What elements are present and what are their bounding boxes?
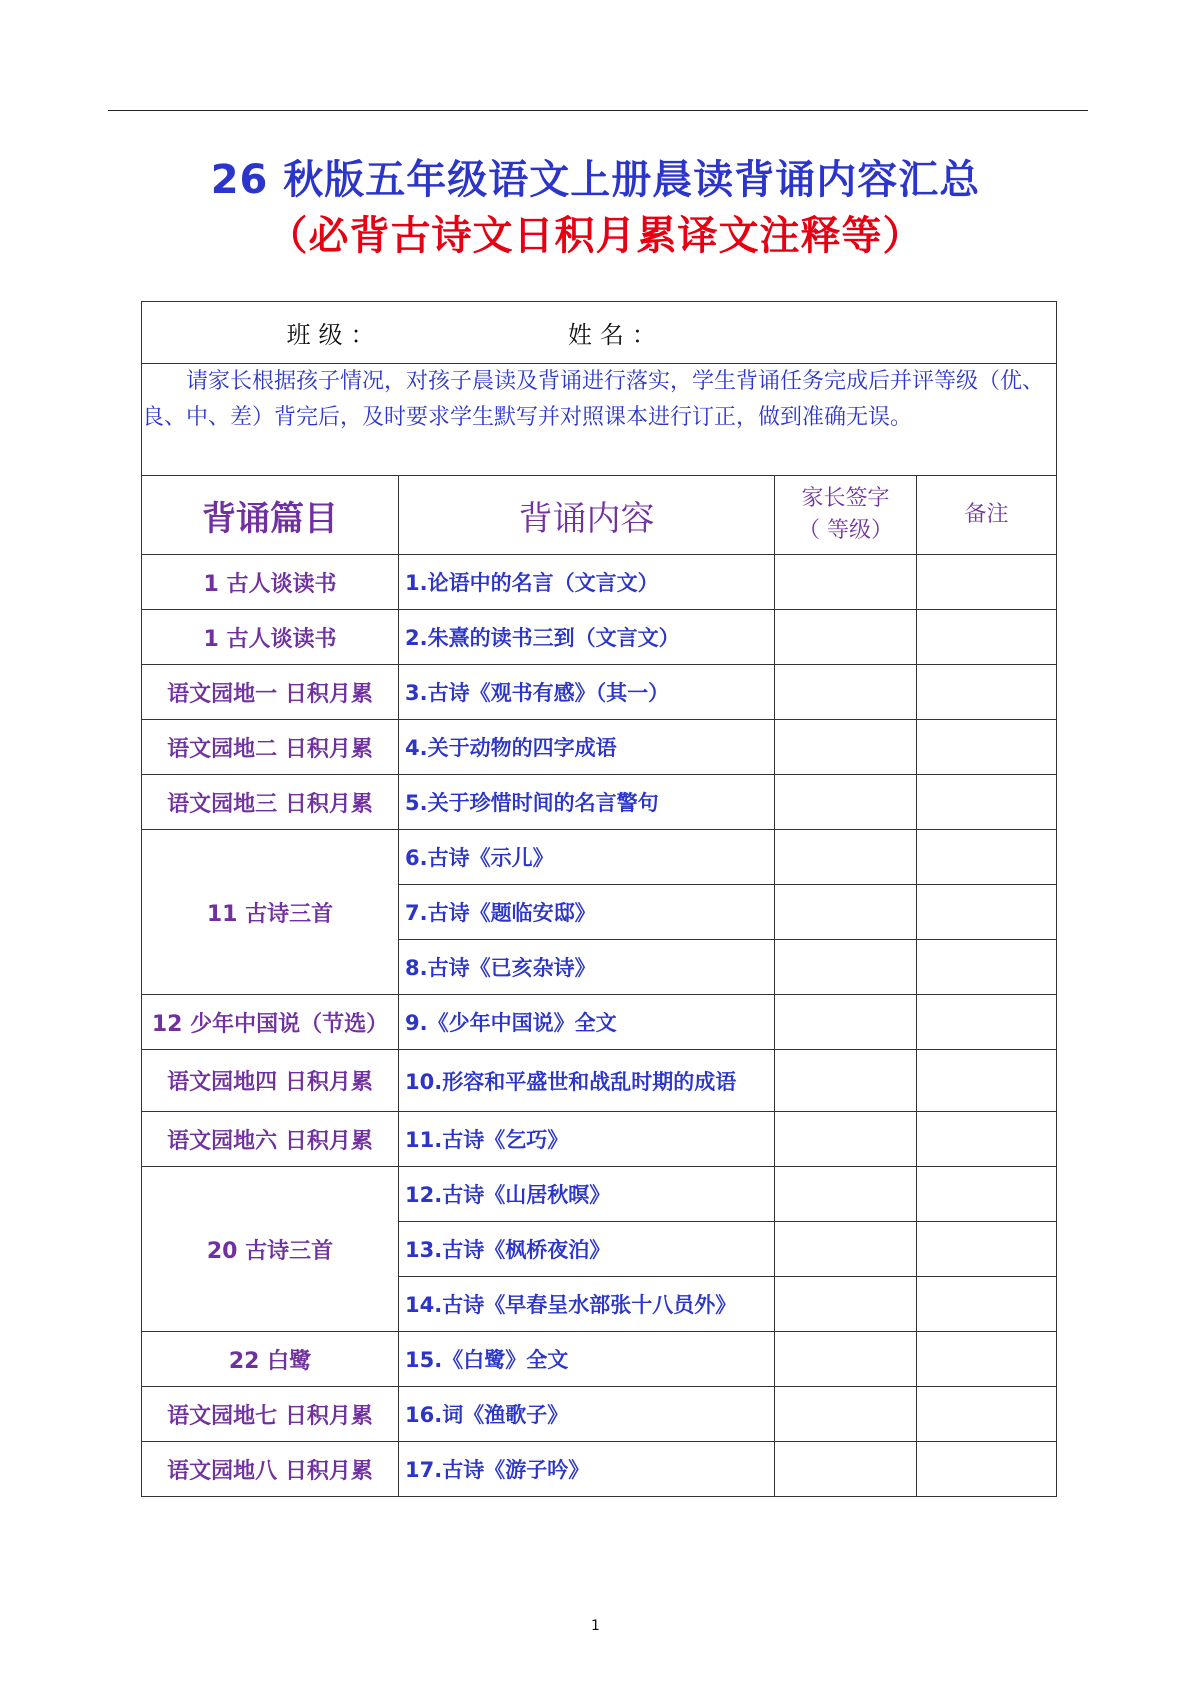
row-number: 13. xyxy=(405,1238,443,1262)
row-number: 2. xyxy=(405,626,428,650)
parent-sign-cell[interactable] xyxy=(775,1222,917,1277)
remark-cell[interactable] xyxy=(917,1332,1057,1387)
row-content xyxy=(399,555,775,610)
row-number: 11. xyxy=(405,1128,443,1152)
parent-sign-cell[interactable] xyxy=(775,995,917,1050)
header-remark: 备注 xyxy=(917,476,1057,555)
row-number: 1. xyxy=(405,571,428,595)
parent-sign-cell[interactable] xyxy=(775,940,917,995)
table-row xyxy=(142,830,1057,885)
parent-sign-cell[interactable] xyxy=(775,775,917,830)
row-content-text: 古诗《早春呈水部张十八员外》 xyxy=(442,1292,737,1317)
row-number: 14. xyxy=(405,1293,443,1317)
row-content xyxy=(399,830,775,885)
row-number: 3. xyxy=(405,681,428,705)
row-content xyxy=(399,1332,775,1387)
row-content xyxy=(399,995,775,1050)
row-content-text: 词《渔歌子》 xyxy=(442,1402,569,1427)
table-row xyxy=(142,1387,1057,1442)
parent-sign-cell[interactable] xyxy=(775,1112,917,1167)
parent-sign-cell[interactable] xyxy=(775,1387,917,1442)
parent-sign-cell[interactable] xyxy=(775,610,917,665)
row-content-text: 古诗《游子吟》 xyxy=(442,1457,590,1482)
parent-sign-cell[interactable] xyxy=(775,830,917,885)
row-title: 12 少年中国说（节选） xyxy=(142,995,399,1050)
row-content xyxy=(399,1112,775,1167)
table-row xyxy=(142,720,1057,775)
header-row xyxy=(142,476,1057,555)
parent-sign-cell[interactable] xyxy=(775,1050,917,1112)
remark-cell[interactable] xyxy=(917,610,1057,665)
row-content xyxy=(399,665,775,720)
row-content-text: 形容和平盛世和战乱时期的成语 xyxy=(442,1068,737,1094)
page-subtitle: （必背古诗文日积月累译文注释等） xyxy=(267,213,924,259)
row-number: 9. xyxy=(405,1011,428,1035)
parent-sign-cell[interactable] xyxy=(775,885,917,940)
row-content-text: 古诗《示儿》 xyxy=(427,845,554,870)
row-content xyxy=(399,775,775,830)
row-content-text: 古诗《枫桥夜泊》 xyxy=(442,1237,611,1262)
row-title: 语文园地六 日积月累 xyxy=(142,1112,399,1167)
remark-cell[interactable] xyxy=(917,995,1057,1050)
row-number: 12. xyxy=(405,1183,443,1207)
row-number: 8. xyxy=(405,956,428,980)
remark-cell[interactable] xyxy=(917,555,1057,610)
table-row xyxy=(142,1332,1057,1387)
row-title: 1 古人谈读书 xyxy=(142,610,399,665)
row-number: 5. xyxy=(405,791,428,815)
row-title: 22 白鹭 xyxy=(142,1332,399,1387)
table-row xyxy=(142,555,1057,610)
remark-cell[interactable] xyxy=(917,940,1057,995)
remark-cell[interactable] xyxy=(917,885,1057,940)
row-content-text: 关于动物的四字成语 xyxy=(427,735,617,760)
parent-sign-cell[interactable] xyxy=(775,1277,917,1332)
header-title: 背诵篇目 xyxy=(142,476,399,555)
remark-cell[interactable] xyxy=(917,775,1057,830)
row-content-text: 朱熹的读书三到（文言文） xyxy=(427,625,680,650)
row-content xyxy=(399,1050,775,1112)
page-number: 1 xyxy=(591,1618,600,1634)
parent-sign-cell[interactable] xyxy=(775,1332,917,1387)
parent-sign-cell[interactable] xyxy=(775,555,917,610)
row-content-text: 《白鹭》全文 xyxy=(442,1347,569,1372)
row-title: 语文园地一 日积月累 xyxy=(142,665,399,720)
row-number: 17. xyxy=(405,1458,443,1482)
class-label: 班级： xyxy=(286,321,383,349)
row-content-text: 论语中的名言（文言文） xyxy=(427,570,659,595)
notice-text: 请家长根据孩子情况，对孩子晨读及背诵进行落实，学生背诵任务完成后并评等级（优、良、中、差）背完后，及时要求学生默写并对照课本进行订正，做到准确无误。 xyxy=(142,369,1045,430)
row-title: 语文园地三 日积月累 xyxy=(142,775,399,830)
remark-cell[interactable] xyxy=(917,830,1057,885)
remark-cell[interactable] xyxy=(917,1387,1057,1442)
row-number: 6. xyxy=(405,846,428,870)
name-label: 姓名： xyxy=(567,321,664,349)
remark-cell[interactable] xyxy=(917,720,1057,775)
row-title: 语文园地二 日积月累 xyxy=(142,720,399,775)
table-row xyxy=(142,995,1057,1050)
row-content xyxy=(399,1167,775,1222)
row-content-text: 古诗《山居秋暝》 xyxy=(442,1182,611,1207)
table-row xyxy=(142,775,1057,830)
row-number: 7. xyxy=(405,901,428,925)
row-content-text: 古诗《观书有感》（其一） xyxy=(427,680,670,705)
row-content xyxy=(399,1387,775,1442)
row-content-text: 古诗《乞巧》 xyxy=(442,1127,569,1152)
remark-cell[interactable] xyxy=(917,1222,1057,1277)
table-row xyxy=(142,665,1057,720)
header-content: 背诵内容 xyxy=(399,476,775,555)
row-title: 语文园地七 日积月累 xyxy=(142,1387,399,1442)
remark-cell[interactable] xyxy=(917,1442,1057,1497)
remark-cell[interactable] xyxy=(917,1277,1057,1332)
parent-sign-cell[interactable] xyxy=(775,665,917,720)
parent-sign-cell[interactable] xyxy=(775,1442,917,1497)
row-content xyxy=(399,1222,775,1277)
remark-cell[interactable] xyxy=(917,1112,1057,1167)
parent-sign-cell[interactable] xyxy=(775,720,917,775)
row-number: 15. xyxy=(405,1348,443,1372)
row-content xyxy=(399,720,775,775)
row-content xyxy=(399,885,775,940)
table-row xyxy=(142,1442,1057,1497)
row-number: 4. xyxy=(405,736,428,760)
table-row xyxy=(142,1112,1057,1167)
row-content-text: 《少年中国说》全文 xyxy=(427,1010,617,1035)
table-row xyxy=(142,610,1057,665)
remark-cell[interactable] xyxy=(917,1050,1057,1112)
top-divider xyxy=(108,110,1088,111)
header-parent-sign xyxy=(775,476,917,555)
row-title: 11 古诗三首 xyxy=(142,830,399,995)
row-title: 语文园地四 日积月累 xyxy=(142,1050,399,1112)
remark-cell[interactable] xyxy=(917,665,1057,720)
row-content-text: 关于珍惜时间的名言警句 xyxy=(427,790,659,815)
row-content xyxy=(399,610,775,665)
row-content-text: 古诗《已亥杂诗》 xyxy=(427,955,596,980)
header-parent-sign-line2: （ 等级） xyxy=(798,518,893,543)
row-content-text: 古诗《题临安邸》 xyxy=(427,900,596,925)
notice-row xyxy=(142,364,1057,476)
row-content xyxy=(399,1277,775,1332)
row-title: 语文园地八 日积月累 xyxy=(142,1442,399,1497)
parent-sign-cell[interactable] xyxy=(775,1167,917,1222)
table-row xyxy=(142,1050,1057,1112)
remark-cell[interactable] xyxy=(917,1167,1057,1222)
row-number: 16. xyxy=(405,1403,443,1427)
row-number: 10. xyxy=(405,1069,443,1094)
row-title: 20 古诗三首 xyxy=(142,1167,399,1332)
row-content xyxy=(399,1442,775,1497)
row-content xyxy=(399,940,775,995)
header-parent-sign-line1: 家长签字 xyxy=(801,486,890,511)
table-row xyxy=(142,1167,1057,1222)
page-title: 26 秋版五年级语文上册晨读背诵内容汇总 xyxy=(210,157,981,203)
recitation-table xyxy=(141,301,1057,1497)
row-title: 1 古人谈读书 xyxy=(142,555,399,610)
class-name-row xyxy=(142,302,1057,364)
